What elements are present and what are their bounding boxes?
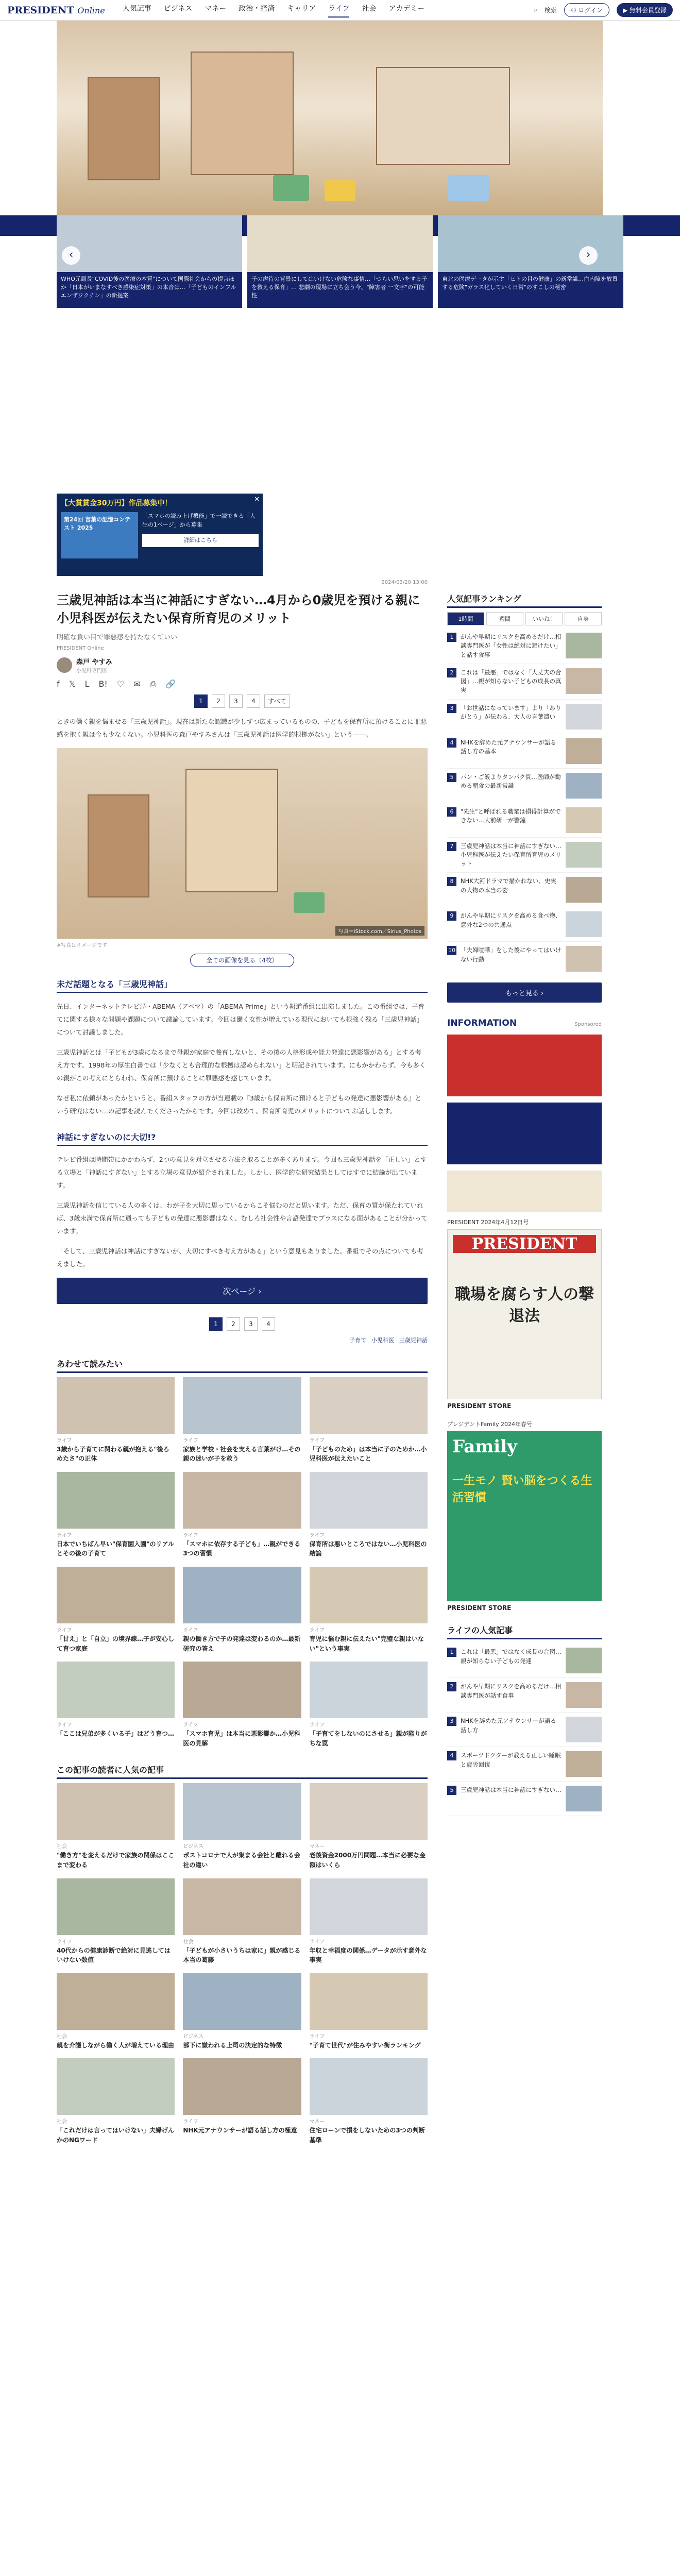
card-thumbnail [183, 1472, 301, 1529]
family-headline: 一生モノ 賢い脳をつくる生活習慣 [452, 1475, 592, 1505]
ranking-item[interactable] [447, 734, 602, 769]
nav-item[interactable]: アカデミー [388, 4, 425, 13]
ranking-item[interactable] [447, 1747, 602, 1782]
nav-item[interactable]: 政治・経済 [239, 4, 275, 13]
rank-title: "先生"と呼ばれる職業は損得計算ができない…大前研一が警鐘 [461, 807, 561, 824]
card-category: ライフ [183, 1437, 198, 1444]
card-title: 年収と幸福度の関係…データが示す意外な事実 [309, 1946, 427, 1964]
tag-link[interactable]: 三歳児神話 [399, 1336, 428, 1344]
card-title: 日本でいちばん早い"保育園入園"のリアルとその後の子育て [57, 1540, 175, 1557]
card-title: 「甘え」と「自立」の境界線…子が安心して育つ家庭 [57, 1635, 175, 1652]
avatar [57, 657, 72, 673]
rank-number: 4 [447, 738, 456, 748]
article-card[interactable] [183, 1878, 301, 1965]
author-role: 小児科専門医 [76, 668, 107, 674]
paragraph: 三歳児神話とは「子どもが3歳になるまで母親が家庭で養育しないと、その後の人格形成や能力発達に悪影響がある」とする考え方です。1998年の厚生白書では「少なくとも合理的な根拠は認められない」と明記されています。にもかかわらず、今も多くの親がこの考えにとらわれ、保育所に預けることに罪悪感を感じています。 [57, 1048, 426, 1082]
card-category: ライフ [57, 1627, 72, 1633]
card-category: 社会 [57, 2033, 67, 2040]
rank-number: 2 [447, 1682, 456, 1691]
card-title: 「スマホ育児」は本当に悪影響か…小児科医の見解 [183, 1730, 301, 1747]
article-card[interactable] [183, 1662, 301, 1748]
rank-thumbnail [566, 842, 602, 868]
article-subtitle: 明確な負い目で罪悪感を持たなくていい [57, 633, 178, 641]
article-date: 2024/03/20 13:00 [381, 580, 428, 585]
card-category: ライフ [309, 1627, 325, 1633]
card-title: 住宅ローンで損をしないための3つの判断基準 [309, 2127, 425, 2144]
article-card[interactable] [310, 2058, 428, 2145]
rank-title: NHK大河ドラマで描かれない、史実の人物の本当の姿 [461, 877, 556, 894]
page-link[interactable]: 3 [244, 1317, 258, 1331]
ranking-tab[interactable]: 1時間 [447, 612, 484, 625]
article-card[interactable] [183, 1567, 301, 1653]
rank-thumbnail [566, 668, 602, 694]
card-thumbnail [310, 1662, 428, 1718]
site-header [0, 0, 680, 21]
card-title: 40代からの健康診断で絶対に見逃してはいけない数値 [57, 1946, 171, 1964]
card-category: 社会 [57, 1844, 67, 1850]
card-category: マネー [309, 2119, 325, 2125]
rank-number: 3 [447, 1717, 456, 1726]
more-ranking-button[interactable]: もっと見る › [447, 982, 602, 1003]
rank-title: NHKを辞めた元アナウンサーが語る話し方 [461, 1717, 556, 1734]
card-category: ライフ [183, 1627, 198, 1633]
rank-title: がんや早期にリスクを高める食べ物、意外な2つの共通点 [461, 912, 562, 928]
store-link[interactable]: PRESIDENT STORE [447, 1604, 512, 1612]
card-thumbnail [183, 1662, 301, 1718]
card-thumbnail [57, 1662, 175, 1718]
ranking-item[interactable] [447, 1713, 602, 1747]
contest-ad[interactable] [57, 494, 263, 576]
rank-number: 2 [447, 668, 456, 677]
ranking-item[interactable] [447, 1782, 602, 1816]
page-link[interactable]: 4 [262, 1317, 275, 1331]
x-icon[interactable]: 𝕏 [69, 679, 76, 689]
card-category: 社会 [57, 2119, 67, 2125]
magazine-logo: PRESIDENT [453, 1235, 596, 1253]
hero-slide-text: WHO元局長"COVID後の医療の本質"について国際社会からの提言ほか「日本がいまなすべき感染症対策」の本音は…「子どものインフルエンザワクチン」の新提案 [61, 276, 236, 299]
card-thumbnail [310, 2058, 428, 2115]
card-category: ライフ [183, 1722, 198, 1728]
hero-image[interactable] [57, 21, 603, 215]
rank-thumbnail [566, 1786, 602, 1811]
ranking-tab[interactable]: 自身 [565, 612, 602, 625]
hero-slide-2[interactable] [247, 215, 433, 308]
ad-visual: 第24回 言葉の記憶コンテスト 2025 [61, 512, 138, 558]
card-title: 保育所は悪いところではない…小児科医の結論 [309, 1540, 427, 1557]
ranking-item[interactable] [447, 700, 602, 734]
rank-number: 5 [447, 773, 456, 782]
card-thumbnail [310, 1472, 428, 1529]
recommend-grid [57, 1377, 428, 1749]
image-caption: ※写真はイメージです [57, 942, 108, 948]
article-card[interactable] [310, 1973, 428, 2050]
article-image[interactable] [57, 748, 428, 939]
card-thumbnail [310, 1377, 428, 1434]
card-thumbnail [57, 1878, 175, 1935]
rank-number: 8 [447, 877, 456, 886]
card-thumbnail [310, 1878, 428, 1935]
magazine-title: PRESIDENT 2024年4月12日号 [447, 1219, 529, 1226]
card-category: ライフ [183, 1532, 198, 1538]
nav-item[interactable]: キャリア [287, 4, 316, 13]
ranking-item[interactable] [447, 769, 602, 803]
recommend-heading: あわせて読みたい [57, 1358, 428, 1373]
print-icon[interactable]: ⎙ [149, 679, 157, 689]
main-nav [123, 3, 425, 18]
rank-number: 6 [447, 807, 456, 817]
rank-title: 三歳児神話は本当に神話にすぎない… [461, 1786, 562, 1794]
rank-thumbnail [566, 1751, 602, 1777]
rank-thumbnail [566, 1682, 602, 1708]
line-icon[interactable]: L [84, 679, 90, 689]
info-ad-1[interactable] [447, 1035, 602, 1096]
card-title: NHK元アナウンサーが語る話し方の極意 [183, 2127, 297, 2134]
rank-number: 4 [447, 1751, 456, 1760]
article-card[interactable] [183, 1472, 301, 1558]
article-card[interactable] [57, 1377, 175, 1464]
card-category: ライフ [57, 1532, 72, 1538]
card-thumbnail [183, 1567, 301, 1623]
hero-slide-3[interactable] [438, 215, 623, 308]
popular-grid [57, 1783, 428, 2145]
article-source: PRESIDENT Online [57, 645, 104, 651]
rank-title: 「お世話になっています」より「ありがとう」が伝わる、大人の言葉遣い [461, 704, 562, 720]
nav-item[interactable]: ライフ [328, 3, 349, 18]
rank-title: 三歳児神話は本当に神話にすぎない…小児科医が伝えたい保育所育児のメリット [461, 842, 562, 867]
card-category: ライフ [57, 1722, 72, 1728]
article-card[interactable] [57, 1662, 175, 1748]
card-title: 部下に嫌われる上司の決定的な特徴 [183, 2041, 282, 2049]
gallery-button[interactable]: 全ての画像を見る（4枚） [190, 954, 294, 967]
paragraph: 「そして、三歳児神話は神話にすぎないが、大切にすべき考え方がある」という意見もありました。番組でその点についても考えました。 [57, 1247, 423, 1268]
paragraph: 三歳児神話を信じている人の多くは、わが子を大切に思っているからこそ悩むのだと思います。ただ、保育の質が保たれていれば、3歳未満で保育所に通っても子どもの発達に悪影響はなく、むしろ社会性や言語発達でプラスになる面があることが分かっています。 [57, 1201, 428, 1235]
hero-slide-1[interactable] [57, 215, 242, 308]
card-title: 「ここは兄弟が多くいる子」はどう育つ… [57, 1730, 175, 1738]
section-heading: 未だ話題となる「三歳児神話」 [57, 978, 428, 993]
link-icon[interactable]: 🔗 [165, 679, 176, 689]
article-card[interactable] [183, 2058, 301, 2145]
author-name: 森戸 やすみ [76, 658, 112, 666]
next-page-button[interactable]: 次ページ › [57, 1278, 428, 1304]
rank-title: これは「最悪」ではなく「大丈夫の合図」…親が知らない子どもの成長の真実 [461, 668, 562, 694]
facebook-icon[interactable]: f [57, 679, 60, 689]
tag-link[interactable]: 小児科医 [371, 1336, 394, 1344]
ranking-item[interactable] [447, 1678, 602, 1713]
carousel-next-icon[interactable]: › [579, 246, 598, 265]
family-title: プレジデントFamily 2024年春号 [447, 1421, 532, 1428]
card-thumbnail [183, 2058, 301, 2115]
rank-thumbnail [566, 1717, 602, 1742]
page-link[interactable]: 4 [247, 694, 260, 708]
card-title: 「スマホに依存する子ども」…親ができる3つの習慣 [183, 1540, 301, 1557]
rank-thumbnail [566, 704, 602, 730]
rank-thumbnail [566, 877, 602, 903]
card-thumbnail [310, 1973, 428, 2030]
article-card[interactable] [310, 1472, 428, 1558]
article-card[interactable] [57, 2058, 175, 2145]
rank-title: NHKを辞めた元アナウンサーが語る話し方の基本 [461, 738, 556, 755]
magazine-cover[interactable] [447, 1229, 602, 1399]
carousel-prev-icon[interactable]: ‹ [62, 246, 80, 265]
card-title: 親の働き方で子の発達は変わるのか…最新研究の答え [183, 1635, 301, 1652]
sidebar [447, 592, 602, 1816]
card-category: ライフ [183, 2119, 198, 2125]
card-category: マネー [309, 1844, 325, 1850]
article-card[interactable] [57, 1783, 175, 1870]
article-card[interactable] [57, 1973, 175, 2050]
card-category: ライフ [309, 2033, 325, 2040]
rank-thumbnail [566, 807, 602, 833]
ad-badge: 【大賞賞金30万円】作品募集中！ [61, 499, 172, 507]
card-thumbnail [310, 1567, 428, 1623]
card-thumbnail [57, 1472, 175, 1529]
ranking-item[interactable] [447, 942, 602, 976]
rank-thumbnail [566, 911, 602, 937]
card-thumbnail [57, 1973, 175, 2030]
share-bar [57, 679, 428, 689]
page-link[interactable]: 2 [212, 694, 225, 708]
article-card[interactable] [310, 1878, 428, 1965]
card-title: 育児に悩む親に伝えたい"完璧な親はいない"という事実 [309, 1635, 424, 1652]
info-ad-2[interactable] [447, 1103, 602, 1164]
tag-list [57, 1336, 428, 1344]
rank-title: これは「最悪」ではなく成長の合図…親が知らない子どもの発達 [461, 1648, 562, 1665]
hero-slide-text: 子の虐待の背景にしてはいけない危険な事情…「つらい思いをする子を救える保育」… 悲劇の現場に立ち会う今、"障害者 一文字"の可能性 [251, 276, 427, 299]
card-thumbnail [57, 1567, 175, 1623]
register-button[interactable]: ▶ 無料会員登録 [617, 3, 673, 17]
nav-item[interactable]: マネー [205, 4, 227, 13]
card-thumbnail [57, 2058, 175, 2115]
rank-number: 3 [447, 704, 456, 713]
article-card[interactable] [310, 1662, 428, 1748]
card-title: 親を介護しながら働く人が増えている理由 [57, 2041, 175, 2049]
card-thumbnail [183, 1377, 301, 1434]
article-card[interactable] [183, 1377, 301, 1464]
card-title: 「子育てをしないのにさせる」親が陥りがちな罠 [309, 1730, 427, 1747]
rank-title: 「夫婦喧嘩」をした後にやってはいけない行動 [461, 946, 562, 963]
paragraph: テレビ番組は時間帯にかかわらず、2つの意見を対立させる方法を取ることが多くあります。今回も三歳児神話を「正しい」とする立場と「神話にすぎない」とする立場の意見が紹介されました。しかし、医学的な研究結果としてはすでに結論が出ています。 [57, 1155, 427, 1189]
article-card[interactable] [183, 1973, 301, 2050]
page-link[interactable]: 2 [227, 1317, 240, 1331]
info-ad-3[interactable] [447, 1171, 602, 1212]
magazine-headline: 職場を腐らす人の撃退法 [455, 1285, 594, 1326]
card-thumbnail [57, 1377, 175, 1434]
site-logo[interactable]: PRESIDENT Online [7, 4, 105, 16]
life-ranking-heading: ライフの人気記事 [447, 1624, 602, 1639]
life-ranking-list [447, 1643, 602, 1816]
card-title: "働き方"を変えるだけで家族の関係はここまで変わる [57, 1852, 175, 1869]
sponsored-label: Sponsored [574, 1022, 602, 1028]
article [57, 580, 428, 2145]
nav-item[interactable]: ビジネス [163, 4, 193, 13]
page-link[interactable]: 1 [209, 1317, 223, 1331]
info-heading: INFORMATION [447, 1018, 517, 1029]
ranking-tab[interactable]: いいね！ [525, 612, 563, 625]
article-card[interactable] [183, 1783, 301, 1870]
rank-thumbnail [566, 738, 602, 764]
ad-text: 「スマホの読み上げ機能」で一読できる「人生の1ページ」から募集 [142, 513, 256, 528]
card-category: ライフ [309, 1437, 325, 1444]
header-actions [534, 3, 673, 17]
card-category: ライフ [309, 1532, 325, 1538]
ad-cta-button[interactable]: 詳細はこちら [142, 534, 259, 547]
ranking-item[interactable] [447, 838, 602, 873]
bookmark-icon[interactable]: B! [98, 679, 108, 689]
card-thumbnail [183, 1973, 301, 2030]
card-title: 「これだけは言ってはいけない」夫婦げんかのNGワード [57, 2127, 175, 2144]
card-thumbnail [310, 1783, 428, 1840]
ranking-item[interactable] [447, 873, 602, 907]
card-category: ライフ [57, 1437, 72, 1444]
rank-number: 5 [447, 1786, 456, 1795]
popular-heading: この記事の読者に人気の記事 [57, 1764, 428, 1779]
ranking-item[interactable] [447, 1643, 602, 1678]
ranking-item[interactable] [447, 664, 602, 700]
rank-number: 1 [447, 1648, 456, 1657]
article-card[interactable] [310, 1377, 428, 1464]
rank-number: 9 [447, 911, 456, 921]
author-block[interactable] [57, 656, 428, 674]
card-title: ポストコロナで人が集まる会社と離れる会社の違い [183, 1852, 300, 1869]
page-link[interactable]: 1 [194, 694, 208, 708]
card-title: 「子どものため」は本当に子のためか…小児科医が伝えたいこと [309, 1445, 427, 1463]
paragraph: 先日、インターネットテレビ局・ABEMA（アベマ）の「ABEMA Prime」という報道番組に出演しました。この番組では、子育てに関する様々な問題や課題について議論しています。今回は働く女性が増えている現代においても根強く残る「三歳児神話」について討議しました。 [57, 1002, 425, 1036]
card-category: ビジネス [183, 1844, 204, 1850]
store-link[interactable]: PRESIDENT STORE [447, 1402, 512, 1410]
rank-title: スポーツドクターが教える正しい睡眠と疲労回復 [461, 1752, 561, 1768]
card-category: 社会 [183, 1939, 194, 1945]
rank-number: 7 [447, 842, 456, 851]
top-pagination [57, 694, 428, 708]
page-link[interactable]: すべて [264, 694, 290, 708]
hero-slide-text: 東北の医療データが示す「ヒトの目の健康」の新常識…白内障を放置する危険"ガラス化していく日常"のすこしの秘密 [442, 276, 618, 291]
article-card[interactable] [310, 1567, 428, 1653]
nav-item[interactable]: 人気記事 [122, 4, 151, 13]
card-category: ライフ [309, 1722, 325, 1728]
family-cover[interactable]: Family 一生モノ 賢い脳をつくる生活習慣 [447, 1431, 602, 1601]
article-card[interactable] [57, 1567, 175, 1653]
ranking-item[interactable] [447, 629, 602, 664]
card-title: 老後資金2000万円問題…本当に必要な金額はいくら [309, 1852, 426, 1869]
ranking-tab[interactable]: 週間 [486, 612, 523, 625]
paragraph: なぜ私に依頼があったかというと、番組スタッフの方が当連載の『3歳から保育所に預けると子どもの発達に悪影響がある』という研究はない…の記事を読んでくださったからです。今回は改めて、保育所育児のメリットについてお話しします。 [57, 1094, 421, 1115]
rank-title: がんや早期にリスクを高めるだけ…相談専門医が「女性は絶対に避けたい」と話す食事 [461, 633, 562, 658]
rank-thumbnail [566, 773, 602, 799]
rank-thumbnail [566, 1648, 602, 1673]
tag-link[interactable]: 子育て [349, 1336, 366, 1344]
article-card[interactable] [57, 1472, 175, 1558]
bottom-pagination [57, 1317, 428, 1331]
mail-icon[interactable]: ✉ [133, 679, 141, 689]
like-icon[interactable]: ♡ [116, 679, 125, 689]
rank-number: 10 [447, 946, 456, 955]
article-card[interactable] [57, 1878, 175, 1965]
card-title: 家族と学校・社会を支える言葉がけ…その親の迷いが子を救う [183, 1445, 301, 1463]
ranking-list [447, 629, 602, 976]
card-category: ライフ [309, 1939, 325, 1945]
nav-item[interactable]: 社会 [362, 4, 377, 13]
card-category: ビジネス [183, 2033, 204, 2040]
rank-thumbnail [566, 946, 602, 972]
image-credit: 写真＝iStock.com／Sirius_Photos [335, 926, 424, 936]
rank-number: 1 [447, 633, 456, 642]
ranking-item[interactable] [447, 803, 602, 838]
section-heading: 神話にすぎないのに大切!? [57, 1131, 428, 1146]
card-title: "子育て世代"が住みやすい街ランキング [309, 2041, 421, 2049]
card-thumbnail [57, 1783, 175, 1840]
ranking-tabs [447, 612, 602, 625]
card-title: 「子どもが小さいうちは家に」親が感じる本当の葛藤 [183, 1946, 301, 1964]
page-link[interactable]: 3 [229, 694, 243, 708]
ranking-item[interactable] [447, 907, 602, 942]
rank-title: パン・ご飯よりタンパク質…医師が勧める朝食の最新常識 [461, 773, 561, 789]
card-category: ライフ [57, 1939, 72, 1945]
rank-thumbnail [566, 633, 602, 658]
hero-carousel [0, 21, 680, 236]
search-icon[interactable]: ⌕ [534, 6, 537, 13]
close-icon[interactable]: ✕ [254, 496, 260, 503]
article-card[interactable] [310, 1783, 428, 1870]
article-title: 三歳児神話は本当に神話にすぎない…4月から0歳児を預ける親に小児科医が伝えたい保育所育児のメリット [57, 593, 420, 625]
ranking-heading: 人気記事ランキング [447, 592, 602, 608]
card-thumbnail [183, 1783, 301, 1840]
article-lead: ときの働く親を悩ませる「三歳児神話」。現在は新たな認識が少しずつ広まっているものの、子どもを保育所に預けることに罪悪感を抱く親は今も少なくない。小児科医の森戸やすみさんは「三歳児神話は医学的根拠がない」という――。 [57, 717, 427, 738]
login-button[interactable]: ⚇ ログイン [564, 3, 609, 17]
rank-title: がんや早期にリスクを高めるだけ…相談専門医が話す食事 [461, 1683, 562, 1699]
card-thumbnail [183, 1878, 301, 1935]
search-label[interactable]: 検索 [544, 7, 557, 14]
card-title: 3歳から子育てに関わる親が抱える"後ろめたさ"の正体 [57, 1445, 169, 1463]
